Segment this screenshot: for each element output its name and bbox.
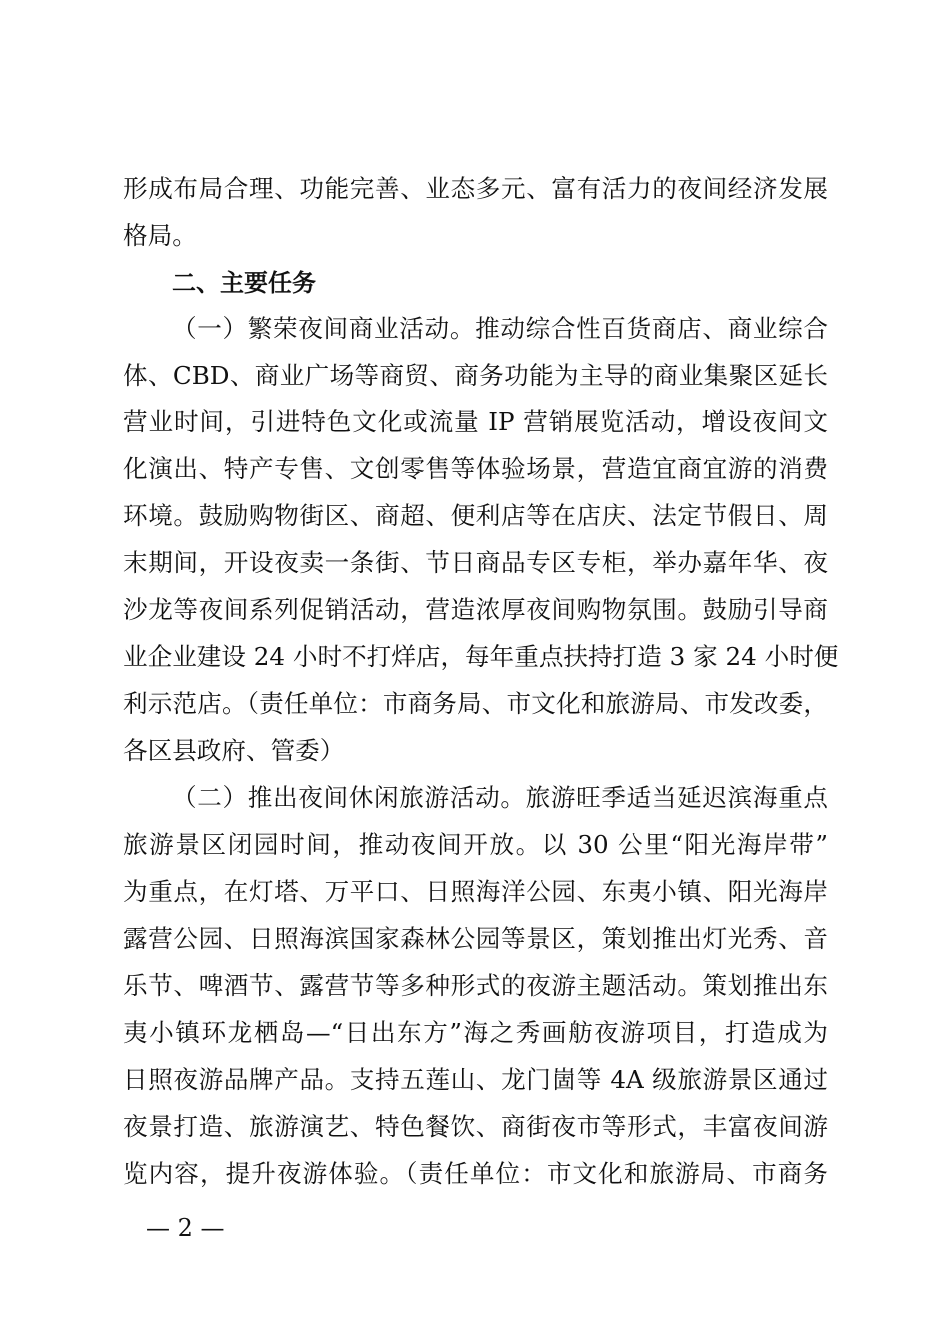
paragraph-2-line-8: 夜景打造、旅游演艺、特色餐饮、商街夜市等形式，丰富夜间游 bbox=[123, 1112, 828, 1141]
intro-line-1: 形成布局合理、功能完善、业态多元、富有活力的夜间经济发展 bbox=[123, 174, 828, 203]
paragraph-1-line-3: 营业时间，引进特色文化或流量 IP 营销展览活动，增设夜间文 bbox=[123, 407, 828, 436]
paragraph-1-line-2: 体、CBD、商业广场等商贸、商务功能为主导的商业集聚区延长 bbox=[123, 361, 828, 390]
paragraph-1-line-5: 环境。鼓励购物街区、商超、便利店等在店庆、法定节假日、周 bbox=[123, 501, 828, 530]
paragraph-1-line-6: 末期间，开设夜卖一条街、节日商品专区专柜，举办嘉年华、夜 bbox=[123, 548, 828, 577]
paragraph-2-line-1: （二）推出夜间休闲旅游活动。旅游旺季适当延迟滨海重点 bbox=[172, 783, 828, 812]
paragraph-2-line-5: 乐节、啤酒节、露营节等多种形式的夜游主题活动。策划推出东 bbox=[123, 971, 828, 1000]
paragraph-2-line-4: 露营公园、日照海滨国家森林公园等景区，策划推出灯光秀、音 bbox=[123, 924, 828, 953]
paragraph-2-line-6: 夷小镇环龙栖岛—“日出东方”海之秀画舫夜游项目，打造成为 bbox=[123, 1018, 828, 1047]
paragraph-2-line-2: 旅游景区闭园时间，推动夜间开放。以 30 公里“阳光海岸带” bbox=[123, 830, 828, 859]
paragraph-1-line-4: 化演出、特产专售、文创零售等体验场景，营造宜商宜游的消费 bbox=[123, 454, 828, 483]
paragraph-1-line-8: 业企业建设 24 小时不打烊店，每年重点扶持打造 3 家 24 小时便 bbox=[123, 642, 839, 671]
paragraph-1-line-7: 沙龙等夜间系列促销活动，营造浓厚夜间购物氛围。鼓励引导商 bbox=[123, 595, 828, 624]
section-heading: 二、主要任务 bbox=[172, 269, 316, 297]
paragraph-1-line-9: 利示范店。（责任单位：市商务局、市文化和旅游局、市发改委， bbox=[123, 689, 828, 718]
intro-line-2: 格局。 bbox=[123, 221, 197, 250]
page-number: — 2 — bbox=[146, 1214, 225, 1242]
paragraph-1-line-1: （一）繁荣夜间商业活动。推动综合性百货商店、商业综合 bbox=[172, 314, 828, 343]
paragraph-2-line-9: 览内容，提升夜游体验。（责任单位：市文化和旅游局、市商务 bbox=[123, 1159, 828, 1188]
paragraph-1-line-10: 各区县政府、管委） bbox=[123, 736, 345, 765]
paragraph-2-line-3: 为重点，在灯塔、万平口、日照海洋公园、东夷小镇、阳光海岸 bbox=[123, 877, 828, 906]
paragraph-2-line-7: 日照夜游品牌产品。支持五莲山、龙门崮等 4A 级旅游景区通过 bbox=[123, 1065, 828, 1094]
